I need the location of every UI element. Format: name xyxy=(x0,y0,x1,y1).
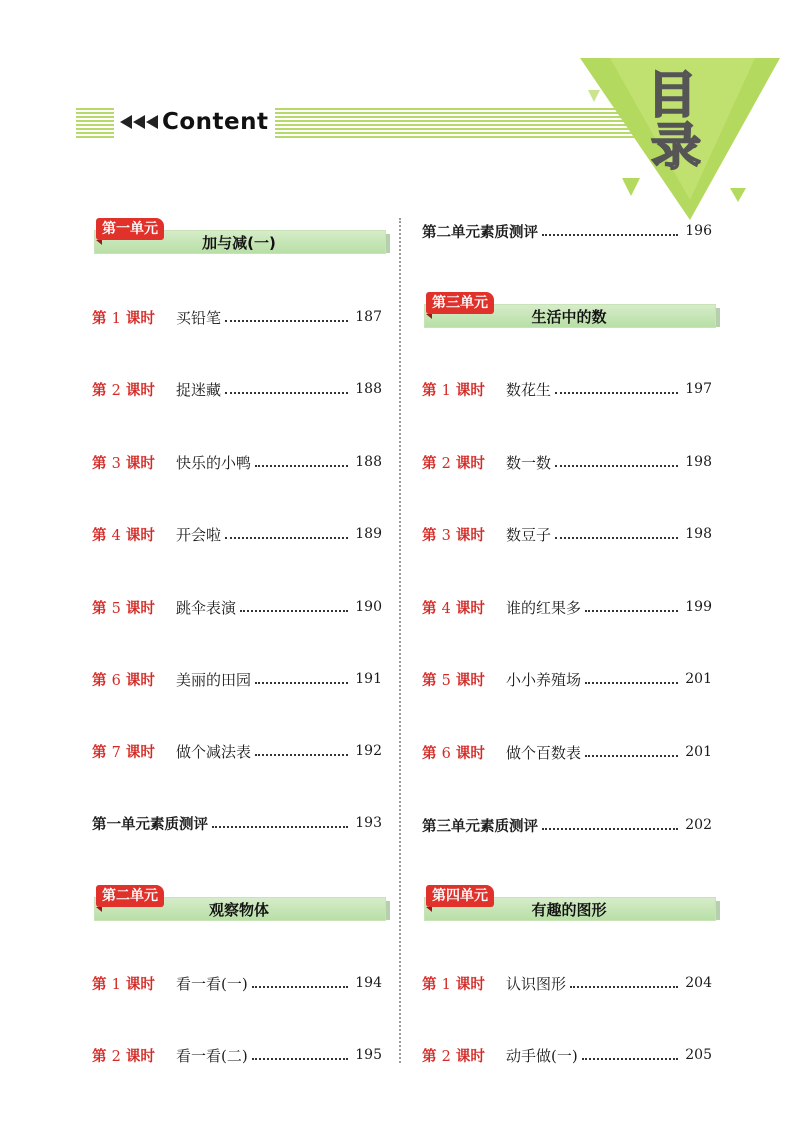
unit-title: 观察物体 xyxy=(208,901,269,919)
leader-dots xyxy=(255,457,348,467)
lesson-title: 动手做(一) xyxy=(506,1046,578,1065)
page-number: 199 xyxy=(685,599,712,615)
leader-dots xyxy=(225,529,348,539)
toc-entry[interactable] xyxy=(422,741,712,763)
toc-entry-assessment[interactable] xyxy=(422,814,712,836)
page-number: 205 xyxy=(685,1047,712,1063)
toc-entry[interactable] xyxy=(422,596,712,618)
page-number: 189 xyxy=(355,526,382,542)
lesson-title: 捉迷藏 xyxy=(176,380,222,399)
unit-banner xyxy=(88,885,392,925)
toc-entry[interactable] xyxy=(92,451,382,473)
page-number: 201 xyxy=(685,744,712,760)
lesson-title: 数一数 xyxy=(506,453,552,472)
page-number: 190 xyxy=(355,599,382,615)
lesson-title: 美丽的田园 xyxy=(176,670,252,689)
page-number: 191 xyxy=(355,671,382,687)
unit-tag: 第三单元 xyxy=(426,292,494,314)
page-number: 192 xyxy=(355,743,382,759)
assessment-title: 第二单元素质测评 xyxy=(422,224,538,241)
leader-dots xyxy=(225,312,348,322)
leader-dots xyxy=(570,978,678,988)
lesson-label: 第 1 课时 xyxy=(422,976,485,993)
toc-entry[interactable] xyxy=(92,740,382,762)
lesson-label: 第 1 课时 xyxy=(422,382,485,399)
toc-entry[interactable] xyxy=(92,306,382,328)
leader-dots xyxy=(225,384,348,394)
unit-tag: 第四单元 xyxy=(426,885,494,907)
page-number: 198 xyxy=(685,454,712,470)
lesson-label: 第 1 课时 xyxy=(92,310,155,327)
toc-entry[interactable] xyxy=(422,378,712,400)
unit-title: 生活中的数 xyxy=(531,308,607,326)
lesson-label: 第 2 课时 xyxy=(422,455,485,472)
page-number: 195 xyxy=(355,1047,382,1063)
toc-entry[interactable] xyxy=(422,972,712,994)
page-number: 188 xyxy=(355,381,382,397)
lesson-title: 数豆子 xyxy=(506,525,552,544)
page-number: 198 xyxy=(685,526,712,542)
leader-dots xyxy=(252,1050,348,1060)
page-number: 194 xyxy=(355,975,382,991)
lesson-label: 第 5 课时 xyxy=(92,600,155,617)
triple-arrow-left-icon xyxy=(120,115,158,129)
unit-tag: 第一单元 xyxy=(96,218,164,240)
page-number: 193 xyxy=(355,815,382,831)
page-number: 197 xyxy=(685,381,712,397)
leader-dots xyxy=(255,674,348,684)
lesson-label: 第 2 课时 xyxy=(92,382,155,399)
lesson-label: 第 6 课时 xyxy=(92,672,155,689)
unit-title: 加与减(一) xyxy=(202,234,276,252)
lesson-title: 谁的红果多 xyxy=(506,598,582,617)
leader-dots xyxy=(255,746,348,756)
lesson-title: 做个百数表 xyxy=(506,743,582,762)
lesson-label: 第 4 课时 xyxy=(92,527,155,544)
lesson-label: 第 3 课时 xyxy=(92,455,155,472)
content-label: Content xyxy=(162,109,269,135)
toc-entry[interactable] xyxy=(92,1044,382,1066)
lesson-title: 看一看(二) xyxy=(176,1046,248,1065)
lesson-label: 第 4 课时 xyxy=(422,600,485,617)
lesson-label: 第 7 课时 xyxy=(92,744,155,761)
unit-banner xyxy=(418,292,722,332)
content-header xyxy=(114,106,275,138)
unit-banner xyxy=(88,218,392,258)
lesson-title: 做个减法表 xyxy=(176,742,252,761)
lesson-label: 第 1 课时 xyxy=(92,976,155,993)
logo-char-2: 录 xyxy=(651,118,701,176)
page-number: 187 xyxy=(355,309,382,325)
lesson-label: 第 2 课时 xyxy=(92,1048,155,1065)
toc-entry[interactable] xyxy=(92,378,382,400)
toc-logo xyxy=(580,50,780,220)
toc-entry[interactable] xyxy=(422,523,712,545)
leader-dots xyxy=(212,818,348,828)
assessment-title: 第一单元素质测评 xyxy=(92,816,208,833)
lesson-label: 第 6 课时 xyxy=(422,745,485,762)
leader-dots xyxy=(582,1050,678,1060)
lesson-title: 开会啦 xyxy=(176,525,222,544)
lesson-title: 小小养殖场 xyxy=(506,670,582,689)
unit-tag: 第二单元 xyxy=(96,885,164,907)
toc-entry[interactable] xyxy=(92,596,382,618)
leader-dots xyxy=(555,529,678,539)
leader-dots xyxy=(252,978,348,988)
toc-entry[interactable] xyxy=(92,972,382,994)
leader-dots xyxy=(542,226,678,236)
unit-title: 有趣的图形 xyxy=(531,901,607,919)
lesson-title: 快乐的小鸭 xyxy=(176,453,252,472)
lesson-label: 第 3 课时 xyxy=(422,527,485,544)
toc-entry[interactable] xyxy=(92,523,382,545)
lesson-title: 跳伞表演 xyxy=(176,598,237,617)
leader-dots xyxy=(555,457,678,467)
page-number: 204 xyxy=(685,975,712,991)
page-number: 201 xyxy=(685,671,712,687)
page-number: 196 xyxy=(685,223,712,239)
column-divider xyxy=(399,218,401,1063)
toc-entry[interactable] xyxy=(422,451,712,473)
toc-entry[interactable] xyxy=(422,668,712,690)
leader-dots xyxy=(240,602,348,612)
lesson-title: 数花生 xyxy=(506,380,552,399)
leader-dots xyxy=(542,820,678,830)
lesson-title: 看一看(一) xyxy=(176,974,248,993)
lesson-title: 认识图形 xyxy=(506,974,567,993)
page-number: 188 xyxy=(355,454,382,470)
toc-entry[interactable] xyxy=(92,668,382,690)
toc-entry-assessment[interactable] xyxy=(92,812,382,834)
lesson-label: 第 2 课时 xyxy=(422,1048,485,1065)
lesson-title: 买铅笔 xyxy=(176,308,222,327)
leader-dots xyxy=(585,602,678,612)
leader-dots xyxy=(555,384,678,394)
toc-entry[interactable] xyxy=(422,1044,712,1066)
unit-banner xyxy=(418,885,722,925)
leader-dots xyxy=(585,674,678,684)
assessment-title: 第三单元素质测评 xyxy=(422,818,538,835)
lesson-label: 第 5 课时 xyxy=(422,672,485,689)
toc-entry-assessment[interactable] xyxy=(422,220,712,242)
logo-char-1: 目 xyxy=(647,66,697,124)
page-number: 202 xyxy=(685,817,712,833)
leader-dots xyxy=(585,747,678,757)
